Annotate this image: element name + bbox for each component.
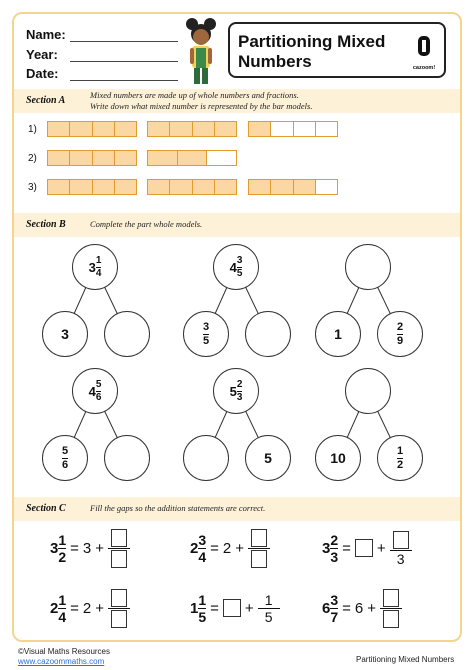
fraction [330,593,338,624]
numerator: 1 [58,591,67,608]
footer-copyright: ©Visual Maths Resources [18,647,111,656]
denominator: 7 [330,608,339,625]
numerator: 2 [330,531,339,548]
addition-equation [50,528,130,568]
part-circle-left [183,311,229,357]
fraction [108,529,130,568]
name-label: Name: [26,27,66,42]
question-number: 3) [28,182,37,193]
whole-part: 2 [190,539,199,557]
denominator: 5 [236,267,243,279]
fraction [198,533,206,564]
whole-number: 3 [61,326,69,342]
footer-worksheet-name: Partitioning Mixed Numbers [356,655,455,664]
section-b-instruction: Complete the part whole models. [90,219,203,229]
answer-box-denominator[interactable] [383,610,399,628]
part-circle-right [377,435,423,481]
whole-circle [213,368,259,414]
section-a-label: Section A [26,95,66,106]
whole-number: 1 [334,326,342,342]
numerator: 3 [236,254,243,266]
plus-sign: + [367,599,377,617]
fraction-bar [108,608,130,609]
plus-sign: + [95,539,105,557]
numerator: 2 [396,320,404,333]
mixed-number [322,533,338,564]
whole-part: 5 [229,383,237,399]
answer-box-numerator[interactable] [111,589,127,607]
part-circle-right [245,435,291,481]
whole-circle[interactable] [345,368,391,414]
numerator: 5 [95,378,102,390]
whole-number: 2 [222,539,232,557]
mixed-number [322,593,338,624]
numerator: 3 [330,591,339,608]
section-b-label: Section B [26,219,66,230]
answer-box-whole[interactable] [223,599,241,617]
mixed-number [230,256,243,279]
addition-equation [50,588,130,628]
fraction [258,593,280,624]
part-circle-left[interactable] [183,435,229,481]
equals-sign: = [70,599,79,617]
equals-sign: = [210,599,219,617]
addition-equation [190,528,270,568]
whole-number: 2 [82,599,92,617]
part-circle-right[interactable] [104,435,150,481]
fraction [203,322,209,347]
denominator: 9 [396,334,404,347]
answer-box-numerator[interactable] [393,531,409,549]
question-number: 1) [28,124,37,135]
plus-sign: + [244,599,254,617]
whole-circle [72,244,118,290]
fraction-bar [380,608,402,609]
part-circle-left [42,435,88,481]
mixed-number [50,533,66,564]
denominator: 6 [61,458,69,471]
part-circle-left [315,311,361,357]
fraction [58,533,66,564]
denominator: 5 [264,608,273,625]
mixed-number [89,380,102,403]
numerator: 5 [61,444,69,457]
fraction [96,380,102,403]
fraction [330,533,338,564]
answer-box-denominator[interactable] [251,550,267,568]
fraction [62,446,68,471]
equals-sign: = [210,539,219,557]
part-circle-left [42,311,88,357]
numerator: 3 [198,531,207,548]
denominator: 4 [58,608,67,625]
mixed-number [50,593,66,624]
plus-sign: + [376,539,386,557]
footer-website-link[interactable]: www.cazoommaths.com [18,657,105,666]
logo-text: cazoom! [412,65,436,71]
fraction [96,256,102,279]
plus-sign: + [95,599,105,617]
denominator: 6 [95,391,102,403]
mixed-number [230,380,243,403]
part-circle-right[interactable] [104,311,150,357]
whole-part: 4 [88,383,96,399]
fraction [397,446,403,471]
fraction [237,380,243,403]
whole-number: 5 [264,450,272,466]
section-a-instruction-line-2: Write down what mixed number is represented by the bar models. [90,101,313,111]
equals-sign: = [70,539,79,557]
section-c-instruction: Fill the gaps so the addition statements are correct. [90,503,266,513]
denominator: 3 [330,548,339,565]
answer-box-numerator[interactable] [383,589,399,607]
fraction [380,589,402,628]
whole-circle [72,368,118,414]
numerator: 3 [202,320,210,333]
whole-part: 2 [50,599,59,617]
answer-box-numerator[interactable] [251,529,267,547]
fraction [390,531,412,566]
addition-equation [322,528,412,568]
denominator: 3 [236,391,243,403]
mixed-number [89,256,102,279]
fraction-bar [248,548,270,549]
question-number: 2) [28,153,37,164]
numerator: 1 [95,254,102,266]
mixed-number [190,533,206,564]
numerator: 2 [236,378,243,390]
fraction [108,589,130,628]
denominator: 5 [198,608,207,625]
part-circle-left [315,435,361,481]
denominator: 4 [95,267,102,279]
answer-box-numerator[interactable] [111,529,127,547]
denominator: 5 [202,334,210,347]
denominator: 2 [396,458,404,471]
whole-circle[interactable] [345,244,391,290]
fraction [248,529,270,568]
plus-sign: + [235,539,245,557]
part-circle-right [377,311,423,357]
answer-box-denominator[interactable] [111,610,127,628]
whole-number: 6 [354,599,364,617]
whole-part: 3 [50,539,59,557]
numerator: 1 [396,444,404,457]
denominator: 3 [396,550,405,567]
equals-sign: = [342,539,351,557]
whole-part: 3 [88,259,96,275]
mixed-number [190,593,206,624]
fraction [58,593,66,624]
addition-equation [190,588,280,628]
answer-box-whole[interactable] [355,539,373,557]
denominator: 2 [58,548,67,565]
numerator: 1 [198,591,207,608]
whole-part: 3 [322,539,331,557]
whole-part: 6 [322,599,331,617]
whole-number: 3 [82,539,92,557]
section-a-instruction-line-1: Mixed numbers are made up of whole numbers and fractions. [90,90,299,100]
year-label: Year: [26,47,58,62]
date-label: Date: [26,66,59,81]
numerator: 1 [58,531,67,548]
addition-equation [322,588,402,628]
fraction [198,593,206,624]
numerator: 1 [264,591,273,608]
whole-part: 1 [190,599,199,617]
answer-box-denominator[interactable] [111,550,127,568]
part-circle-right[interactable] [245,311,291,357]
fraction-bar [108,548,130,549]
denominator: 4 [198,548,207,565]
worksheet-title: Partitioning Mixed Numbers [238,32,386,71]
section-c-label: Section C [26,503,66,514]
whole-number: 10 [330,450,346,466]
whole-part: 4 [229,259,237,275]
whole-circle [213,244,259,290]
fraction [397,322,403,347]
fraction [237,256,243,279]
equals-sign: = [342,599,351,617]
